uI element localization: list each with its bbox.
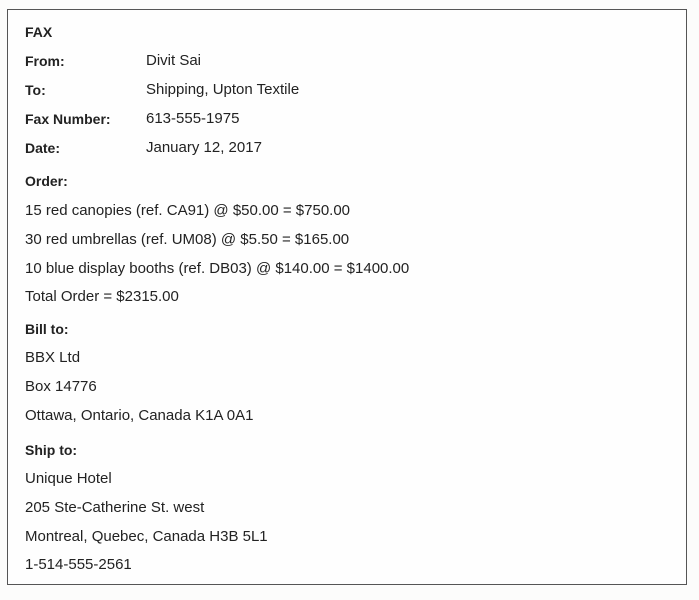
order-line: 10 blue display booths (ref. DB03) @ $140.00 = $1400.00 — [25, 260, 410, 277]
order-label: Order: — [25, 173, 68, 189]
ship-to-label: Ship to: — [25, 442, 78, 458]
ship-to-line: 205 Ste-Catherine St. west — [25, 499, 205, 516]
from-label: From: — [25, 53, 65, 69]
ship-to-line: Montreal, Quebec, Canada H3B 5L1 — [25, 528, 268, 545]
bill-to-line: Ottawa, Ontario, Canada K1A 0A1 — [25, 407, 254, 424]
bill-to-label: Bill to: — [25, 321, 69, 337]
fax-number-value: 613-555-1975 — [146, 110, 240, 127]
date-label: Date: — [25, 140, 61, 156]
fax-document — [7, 9, 687, 585]
order-line: 30 red umbrellas (ref. UM08) @ $5.50 = $165.00 — [25, 231, 350, 248]
fax-number-label: Fax Number: — [25, 111, 111, 127]
to-label: To: — [25, 82, 46, 98]
bill-to-line: BBX Ltd — [25, 349, 81, 366]
order-line: 15 red canopies (ref. CA91) @ $50.00 = $750.00 — [25, 202, 351, 219]
to-value: Shipping, Upton Textile — [146, 81, 300, 98]
order-total: Total Order = $2315.00 — [25, 288, 179, 305]
ship-to-line: Unique Hotel — [25, 470, 112, 487]
date-value: January 12, 2017 — [146, 139, 262, 156]
fax-title: FAX — [25, 24, 53, 40]
from-value: Divit Sai — [146, 52, 202, 69]
ship-to-phone: 1-514-555-2561 — [25, 556, 132, 573]
bill-to-line: Box 14776 — [25, 378, 97, 395]
